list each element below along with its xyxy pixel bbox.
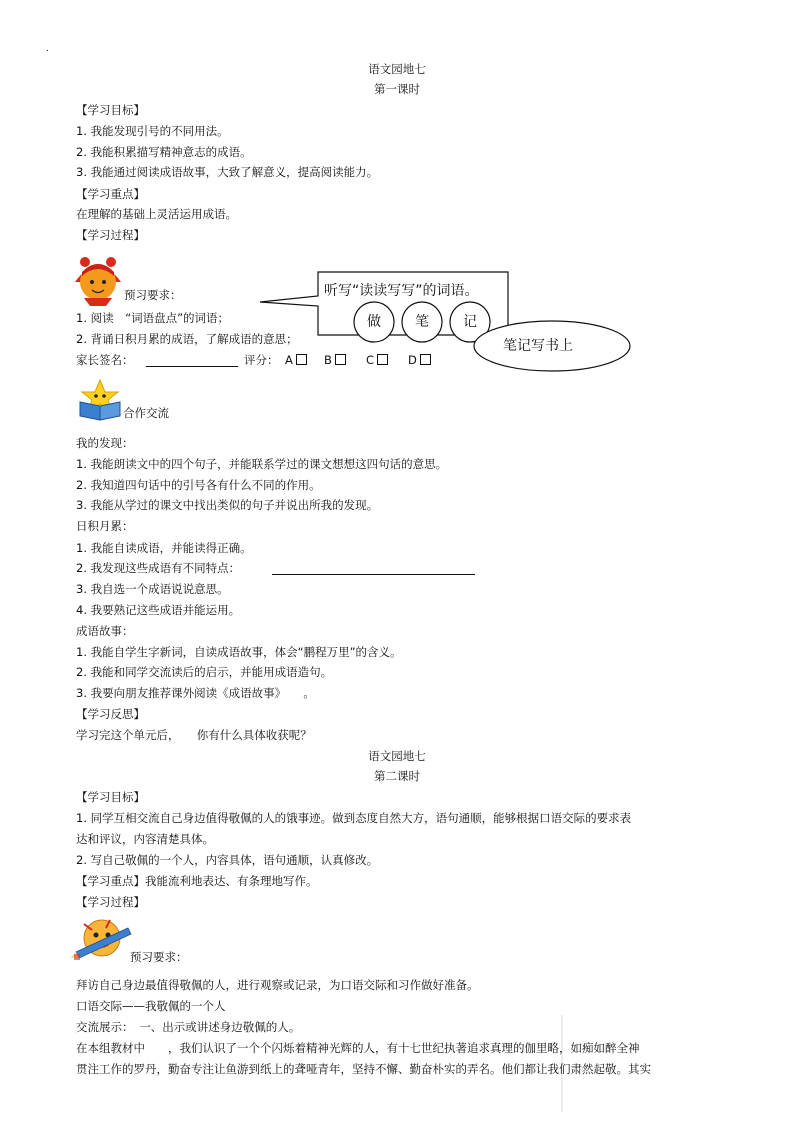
reflect-text: 学习完这个单元后， 你有什么具体收获呢？: [76, 728, 312, 742]
grade-d-checkbox[interactable]: [420, 354, 431, 365]
parent-sign-label: 家长签名：: [76, 353, 134, 367]
preview-label: 预习要求：: [124, 288, 182, 302]
section2-subtitle: 第二课时: [374, 769, 420, 783]
circle-char: 笔: [415, 314, 429, 330]
score-label: 评分：: [244, 353, 279, 367]
story-item: 3. 我要向朋友推荐课外阅读《成语故事》 。: [76, 686, 315, 700]
grade-a-checkbox[interactable]: [296, 354, 307, 365]
goal-2-line: 达和评议，内容清楚具体。: [76, 832, 214, 846]
process-heading: 【学习过程】: [76, 228, 145, 242]
paragraph: 口语交际——我敬佩的一个人: [76, 999, 226, 1013]
grade-c-checkbox[interactable]: [377, 354, 388, 365]
goal-2-item: 2. 写自己敬佩的一个人，内容具体，语句通顺，认真修改。: [76, 853, 379, 867]
parent-sign-line[interactable]: [146, 366, 238, 367]
callout-text: 听写“读读写写”的词语。: [324, 283, 479, 299]
goal-item: 1. 我能发现引号的不同用法。: [76, 124, 229, 138]
section1-title: 语文园地七: [368, 62, 426, 76]
grade-a[interactable]: A: [285, 353, 307, 367]
goal-item: 3. 我能通过阅读成语故事，大致了解意义，提高阅读能力。: [76, 165, 379, 179]
daily-item: 2. 我发现这些成语有不同特点：: [76, 561, 241, 575]
story-item: 2. 我能和同学交流读后的启示，并能用成语造句。: [76, 665, 333, 679]
daily-item: 3. 我自选一个成语说说意思。: [76, 582, 229, 596]
story-item: 1. 我能自学生字新词，自读成语故事，体会“鹏程万里”的含义。: [76, 645, 402, 659]
discovery-heading: 我的发现：: [76, 436, 134, 450]
section1-subtitle: 第一课时: [374, 82, 420, 96]
goal-2-line: 1. 同学互相交流自己身边值得敬佩的人的饿事迹。做到态度自然大方，语句通顺，能够根据口语交际的要求表: [76, 811, 632, 825]
paragraph: 交流展示： 一、出示或讲述身边敬佩的人。: [76, 1020, 301, 1034]
grade-c[interactable]: C: [366, 353, 388, 367]
coop-label: 合作交流: [123, 406, 169, 420]
daily-item: 4. 我要熟记这些成语并能运用。: [76, 603, 241, 617]
paragraph: 在本组教材中 ，我们认识了一个个闪烁着精神光辉的人，有十七世纪执著追求真理的伽里略，如痴如醉全神: [76, 1041, 640, 1055]
reflect-heading: 【学习反思】: [76, 707, 145, 721]
oval-text: 笔记写书上: [503, 338, 573, 354]
answer-line[interactable]: [272, 574, 475, 575]
pencil-mascot-icon: [70, 920, 131, 960]
daily-item: 1. 我能自读成语，并能读得正确。: [76, 541, 252, 555]
preview-item: 2. 背诵日积月累的成语，了解成语的意思；: [76, 332, 298, 346]
key-heading: 【学习重点】: [76, 187, 145, 201]
goals-heading-2: 【学习目标】: [76, 790, 145, 804]
discovery-item: 3. 我能从学过的课文中找出类似的句子并说出所我的发现。: [76, 498, 379, 512]
preview-item: 1. 阅读 “词语盘点”的词语；: [76, 311, 230, 325]
paragraph: 贯注工作的罗丹，勤奋专注让鱼游到纸上的聋哑青年，坚持不懈、勤奋朴实的弄名。他们都让我们肃然起敬。其实: [76, 1062, 651, 1076]
goals-heading: 【学习目标】: [76, 103, 145, 117]
paragraph: 拜访自己身边最值得敬佩的人，进行观察或记录，为口语交际和习作做好准备。: [76, 978, 479, 992]
daily-heading: 日积月累：: [76, 519, 134, 533]
girl-mascot-icon: [75, 257, 121, 306]
discovery-item: 1. 我能朗读文中的四个句子，并能联系学过的课文想想这四句话的意思。: [76, 457, 448, 471]
corner-mark: .: [46, 44, 49, 54]
process-heading-2: 【学习过程】: [76, 895, 145, 909]
key-text: 在理解的基础上灵活运用成语。: [76, 207, 237, 221]
reading-mascot-icon: [80, 380, 120, 420]
story-heading: 成语故事：: [76, 624, 134, 638]
grade-b[interactable]: B: [324, 353, 346, 367]
preview-label-2: 预习要求：: [130, 950, 188, 964]
circle-char: 做: [367, 314, 381, 330]
discovery-item: 2. 我知道四句话中的引号各有什么不同的作用。: [76, 478, 321, 492]
section2-title: 语文园地七: [368, 749, 426, 763]
circle-char: 记: [463, 314, 477, 330]
grade-b-checkbox[interactable]: [335, 354, 346, 365]
key-line-2: 【学习重点】我能流利地表达、有条理地写作。: [76, 874, 318, 888]
goal-item: 2. 我能积累描写精神意志的成语。: [76, 145, 252, 159]
grade-d[interactable]: D: [408, 353, 431, 367]
